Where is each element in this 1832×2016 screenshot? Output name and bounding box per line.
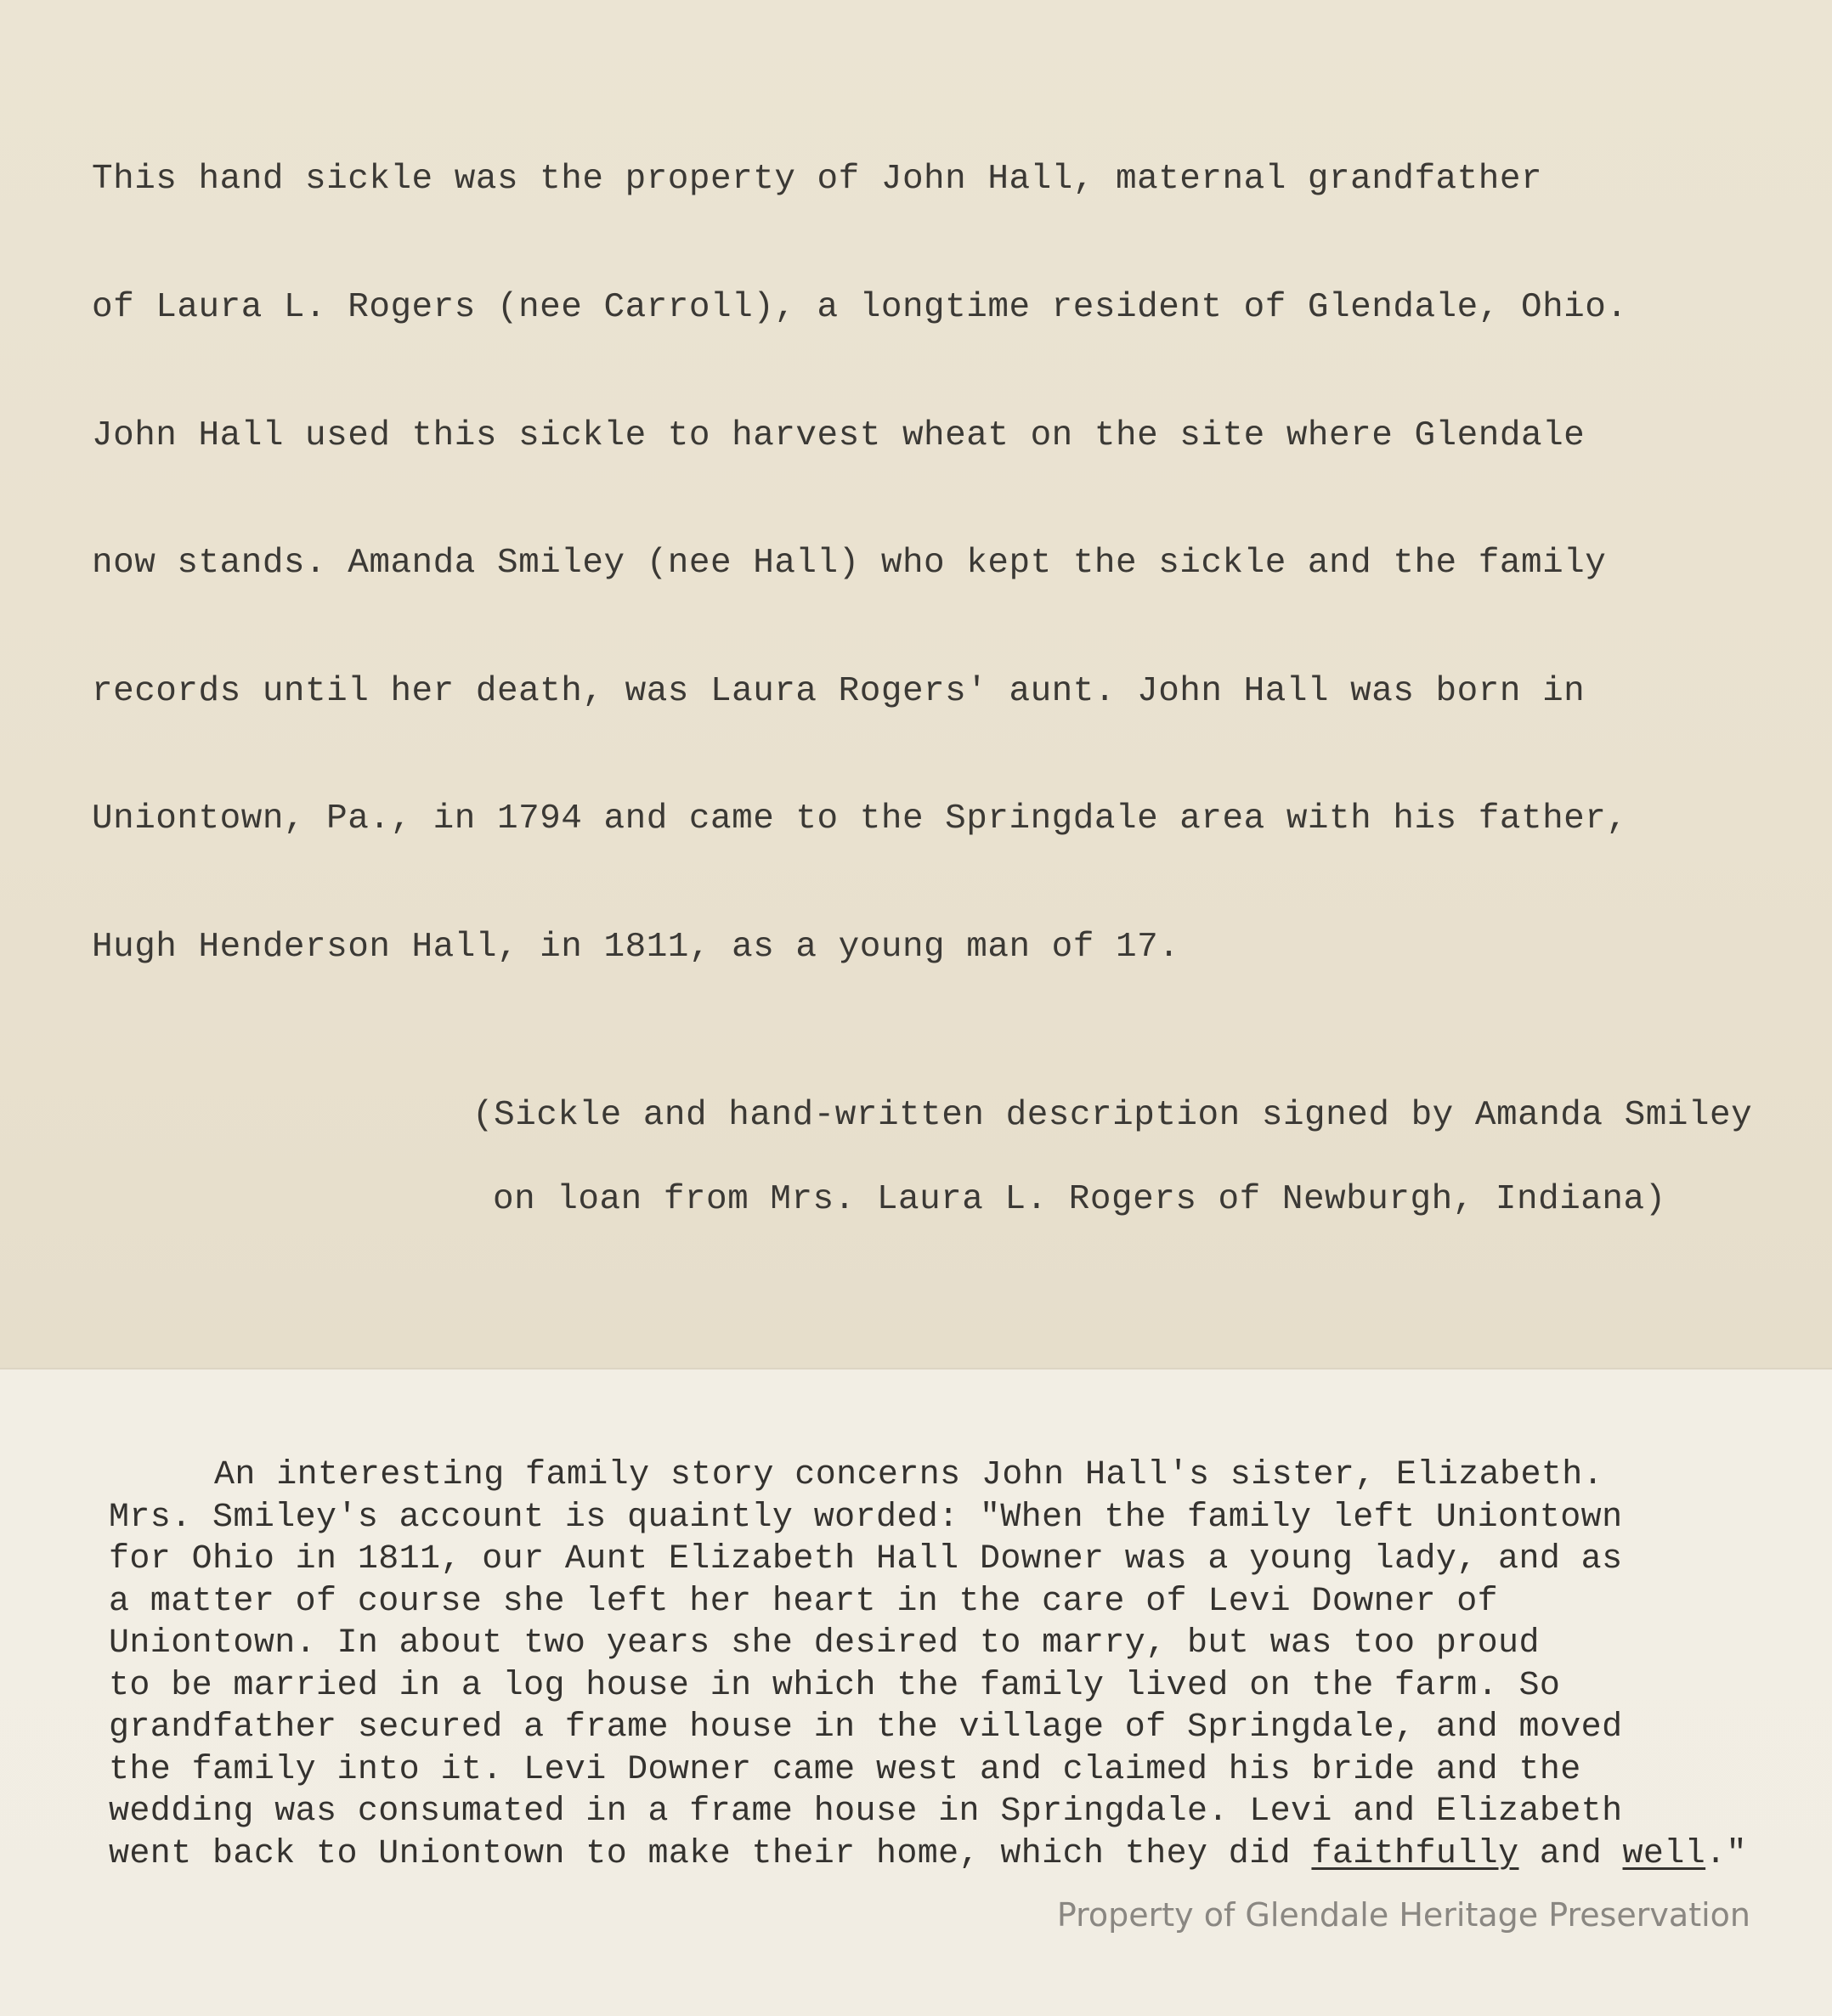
description-line-5: records until her death, was Laura Rogers' aunt. John Hall was born in [92,672,1586,711]
underlined-faithfully: faithfully [1311,1834,1519,1873]
story-line-1: An interesting family story concerns John Hall's sister, Elizabeth. [214,1456,1604,1494]
story-line-8: the family into it. Levi Downer came west and claimed his bride and the [109,1750,1581,1789]
loan-credit-line-1: (Sickle and hand-written description signed by Amanda Smiley [472,1096,1753,1135]
description-line-4: now stands. Amanda Smiley (nee Hall) who kept the sickle and the family [92,544,1607,583]
story-line-4: a matter of course she left her heart in the care of Levi Downer of [109,1582,1499,1621]
description-line-7: Hugh Henderson Hall, in 1811, as a young man of 17. [92,928,1180,967]
description-line-2: of Laura L. Rogers (nee Carroll), a longtime resident of Glendale, Ohio. [92,288,1628,327]
story-line-3: for Ohio in 1811, our Aunt Elizabeth Hall Downer was a young lady, and as [109,1540,1623,1578]
description-line-3: John Hall used this sickle to harvest wheat on the site where Glendale [92,416,1586,455]
story-line-6: to be married in a log house in which the family lived on the farm. So [109,1666,1561,1705]
story-line-10-middle: and [1518,1834,1623,1873]
story-line-5: Uniontown. In about two years she desired to marry, but was too proud [109,1624,1540,1663]
family-story-paragraph [109,1454,1791,1875]
story-line-10-start: went back to Uniontown to make their home, which they did [109,1834,1312,1873]
story-line-7: grandfather secured a frame house in the village of Springdale, and moved [109,1708,1623,1747]
story-line-10 [109,1833,1791,1876]
loan-credit-line-2: on loan from Mrs. Laura L. Rogers of Newburgh, Indiana) [493,1180,1666,1219]
description-line-1: This hand sickle was the property of John Hall, maternal grandfather [92,160,1543,199]
story-line-2: Mrs. Smiley's account is quaintly worded: "When the family left Uniontown [109,1498,1623,1537]
story-line-10-end: ." [1705,1834,1747,1873]
property-watermark: Property of Glendale Heritage Preservation [1056,1896,1750,1934]
description-line-6: Uniontown, Pa., in 1794 and came to the Springdale area with his father, [92,799,1628,839]
underlined-well: well [1622,1834,1706,1873]
story-line-9: wedding was consumated in a frame house in Springdale. Levi and Elizabeth [109,1793,1623,1831]
